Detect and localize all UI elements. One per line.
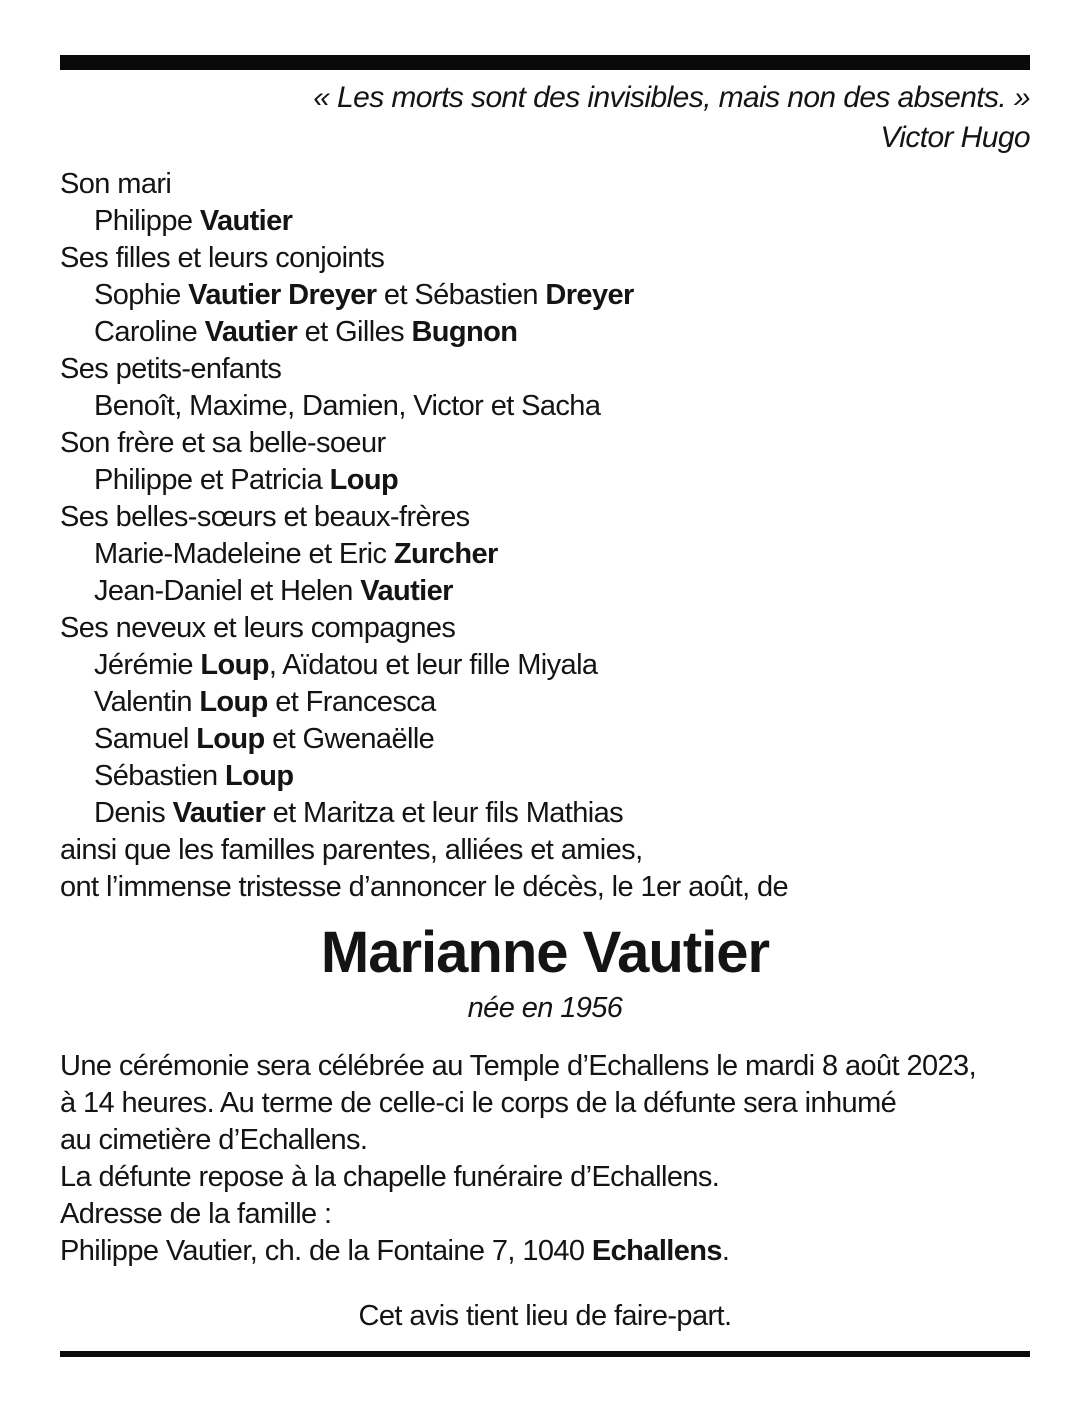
family-line bbox=[60, 758, 1030, 795]
text-segment: Caroline bbox=[94, 316, 205, 348]
surname-bold: Vautier bbox=[172, 797, 266, 829]
family-line bbox=[60, 536, 1030, 573]
detail-line bbox=[60, 1196, 1030, 1233]
text-segment: , Aïdatou et leur fille Miyala bbox=[268, 649, 598, 681]
deceased-name: Marianne Vautier bbox=[320, 920, 770, 985]
family-list bbox=[60, 166, 1030, 906]
text-segment: et Gwenaëlle bbox=[264, 723, 435, 755]
text-segment: . bbox=[721, 1235, 730, 1267]
surname-bold: Loup bbox=[199, 686, 268, 718]
family-line bbox=[60, 684, 1030, 721]
family-line bbox=[60, 351, 1030, 388]
text-segment: et Maritza et leur fils Mathias bbox=[265, 797, 624, 829]
surname-bold: Loup bbox=[200, 649, 269, 681]
family-line bbox=[60, 832, 1030, 869]
surname-bold: Echallens bbox=[591, 1235, 722, 1267]
text-segment: Philippe et Patricia bbox=[94, 464, 330, 496]
surname-bold: Loup bbox=[196, 723, 265, 755]
text-segment: et Gilles bbox=[297, 316, 412, 348]
text-segment: et Sébastien bbox=[376, 279, 546, 311]
text-segment: Ses petits-enfants bbox=[60, 353, 282, 385]
text-segment: Jérémie bbox=[94, 649, 201, 681]
text-segment: Valentin bbox=[94, 686, 200, 718]
family-line bbox=[60, 166, 1030, 203]
family-line bbox=[60, 425, 1030, 462]
family-line bbox=[60, 721, 1030, 758]
quote-block bbox=[60, 78, 1030, 158]
quote-author: Victor Hugo bbox=[880, 121, 1030, 154]
family-line bbox=[60, 869, 1030, 906]
family-line bbox=[60, 610, 1030, 647]
text-segment: ainsi que les familles parentes, alliées et amies, bbox=[60, 834, 643, 866]
surname-bold: Vautier Dreyer bbox=[188, 279, 377, 311]
text-segment: Une cérémonie sera célébrée au Temple d’Echallens le mardi 8 août 2023, bbox=[60, 1050, 977, 1082]
text-segment: La défunte repose à la chapelle funéraire d’Echallens. bbox=[60, 1161, 720, 1193]
family-line bbox=[60, 499, 1030, 536]
surname-bold: Vautier bbox=[199, 205, 293, 237]
family-line bbox=[60, 795, 1030, 832]
surname-bold: Zurcher bbox=[393, 538, 498, 570]
top-rule bbox=[60, 55, 1030, 70]
detail-line bbox=[60, 1159, 1030, 1196]
surname-bold: Loup bbox=[329, 464, 399, 496]
text-segment: ont l’immense tristesse d’annoncer le décès, le 1er août, de bbox=[60, 871, 789, 903]
text-segment: Ses neveux et leurs compagnes bbox=[60, 612, 456, 644]
detail-line bbox=[60, 1122, 1030, 1159]
text-segment: Samuel bbox=[94, 723, 197, 755]
text-segment: Adresse de la famille : bbox=[60, 1198, 332, 1230]
text-segment: Sophie bbox=[94, 279, 189, 311]
text-segment: Marie-Madeleine et Eric bbox=[94, 538, 394, 570]
text-segment: au cimetière d’Echallens. bbox=[60, 1124, 368, 1156]
family-line bbox=[60, 277, 1030, 314]
surname-bold: Vautier bbox=[360, 575, 453, 607]
text-segment: et Francesca bbox=[267, 686, 436, 718]
family-line bbox=[60, 462, 1030, 499]
family-line bbox=[60, 240, 1030, 277]
surname-bold: Bugnon bbox=[411, 316, 518, 348]
birth-note: née en 1956 bbox=[467, 992, 623, 1024]
surname-bold: Dreyer bbox=[545, 279, 634, 311]
text-segment: Ses belles-sœurs et beaux-frères bbox=[60, 501, 470, 533]
detail-line bbox=[60, 1048, 1030, 1085]
text-segment: Son frère et sa belle-soeur bbox=[60, 427, 386, 459]
text-segment: Philippe bbox=[94, 205, 200, 237]
detail-line bbox=[60, 1233, 1030, 1270]
quote-text: « Les morts sont des invisibles, mais non des absents. » bbox=[313, 81, 1030, 114]
text-segment: Son mari bbox=[60, 168, 172, 200]
ceremony-details bbox=[60, 1048, 1030, 1270]
family-line bbox=[60, 203, 1030, 240]
surname-bold: Loup bbox=[225, 760, 294, 792]
text-segment: Jean-Daniel et Helen bbox=[94, 575, 361, 607]
text-segment: Philippe Vautier, ch. de la Fontaine 7, 1040 bbox=[60, 1235, 592, 1267]
bottom-rule bbox=[60, 1351, 1030, 1357]
family-line bbox=[60, 573, 1030, 610]
text-segment: Denis bbox=[94, 797, 173, 829]
detail-line bbox=[60, 1085, 1030, 1122]
surname-bold: Vautier bbox=[204, 316, 298, 348]
family-line bbox=[60, 314, 1030, 351]
text-segment: Ses filles et leurs conjoints bbox=[60, 242, 385, 274]
closing-line: Cet avis tient lieu de faire-part. bbox=[358, 1300, 732, 1332]
family-line bbox=[60, 388, 1030, 425]
family-line bbox=[60, 647, 1030, 684]
text-segment: à 14 heures. Au terme de celle-ci le corps de la défunte sera inhumé bbox=[60, 1087, 897, 1119]
text-segment: Sébastien bbox=[94, 760, 226, 792]
text-segment: Benoît, Maxime, Damien, Victor et Sacha bbox=[94, 390, 601, 422]
